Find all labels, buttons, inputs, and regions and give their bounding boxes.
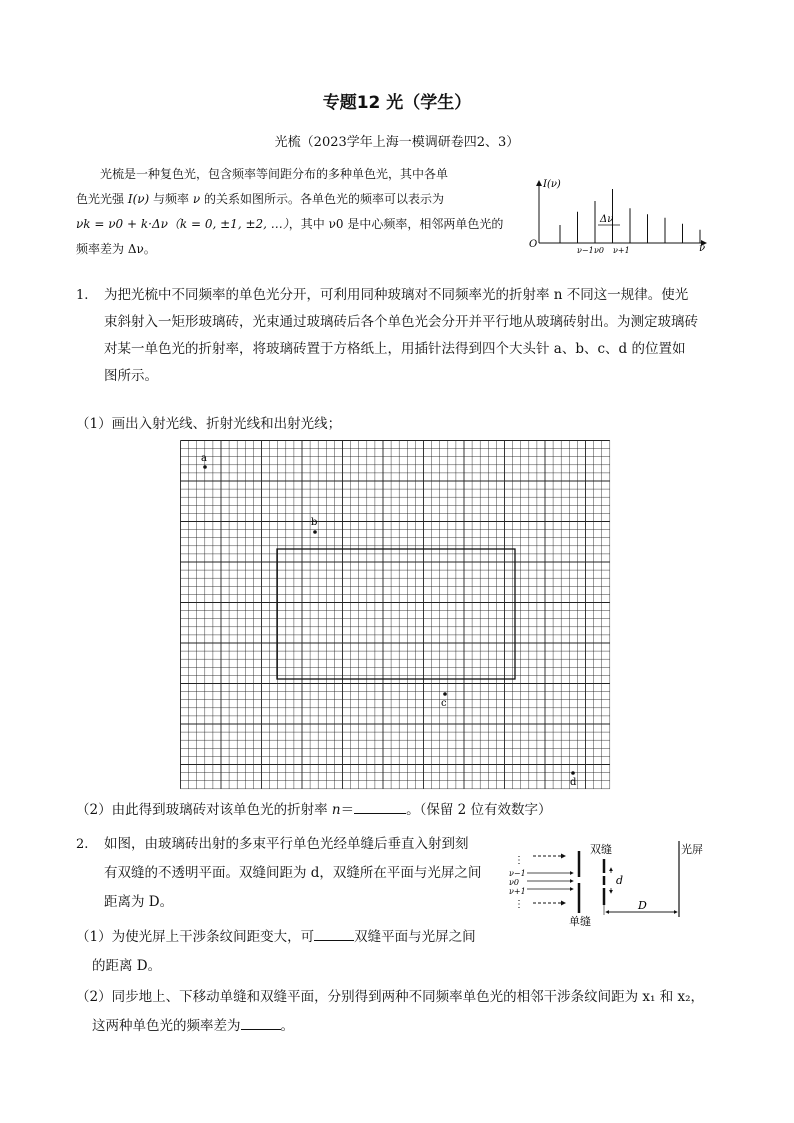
pin-a-label: a: [201, 453, 207, 464]
dots-top: ⋮: [514, 855, 524, 866]
q1-line-1: 为把光梳中不同频率的单色光分开，可利用同种玻璃对不同频率光的折射率 n 不同这一规律。使光: [104, 287, 689, 303]
intro-paragraph: [76, 162, 516, 262]
double-slit-label: 双缝: [590, 843, 612, 856]
tick-label-zero: ν0: [594, 246, 604, 255]
page-title: 专题12 光（学生）: [322, 93, 472, 113]
beam-label-minus: ν−1: [509, 869, 526, 878]
pin-c: [443, 692, 447, 696]
intro-line-3: νk = ν0 + k·Δν（k = 0, ±1, ±2, …），其中 ν0 是中心频率，相邻两单色光的: [76, 217, 504, 231]
refractive-index-blank[interactable]: [354, 799, 406, 814]
q2-sub1: （1）为使光屏上干涉条纹间距变大，可 双缝平面与光屏之间 的距离 D。: [76, 923, 516, 981]
frequency-formula: νk = ν0 + k·Δν（k = 0, ±1, ±2, …）: [76, 217, 289, 231]
pin-a: [203, 465, 207, 469]
pin-b-label: b: [311, 517, 318, 528]
glass-brick-outline: [277, 549, 515, 679]
screen-label: 光屏: [681, 843, 703, 856]
pin-d: [571, 771, 575, 775]
pin-d-label: d: [570, 777, 577, 788]
y-axis-label: I(ν): [543, 179, 561, 190]
intro-line-1: 光梳是一种复色光，包含频率等间距分布的多种单色光，其中各单: [100, 167, 449, 181]
adjust-distance-blank[interactable]: [314, 926, 354, 941]
single-slit-label: 单缝: [569, 915, 591, 928]
q2-number: 2.: [76, 837, 89, 852]
pin-c-label: c: [441, 698, 447, 709]
double-slit-diagram: [505, 835, 720, 935]
q2-line-3: 距离为 D。: [104, 894, 174, 910]
grid-paper-figure: [180, 440, 615, 790]
q1-line-3: 对某一单色光的折射率，将玻璃砖置于方格纸上，用插针法得到四个大头针 a、b、c、d 的位置如: [104, 341, 686, 357]
q1-sub2: （2）由此得到玻璃砖对该单色光的折射率 n＝ 。（保留 2 位有效数字）: [76, 797, 552, 824]
q1-number: 1.: [76, 288, 89, 303]
q1-line-4: 图所示。: [104, 368, 158, 384]
q2-sub2: （2）同步地上、下移动单缝和双缝平面，分别得到两种不同频率单色光的相邻干涉条纹间距为 x₁ 和 x₂， 这两种单色光的频率差为 。: [76, 989, 705, 1034]
q2-line-2: 有双缝的不透明平面。双缝间距为 d，双缝所在平面与光屏之间: [104, 865, 482, 881]
q2-line-1: 如图，由玻璃砖出射的多束平行单色光经单缝后垂直入射到刻: [104, 836, 469, 852]
slit-spacing-label: d: [616, 874, 624, 887]
spectrum-lines: [560, 189, 716, 243]
grid-lines: [181, 441, 610, 789]
tick-label-plus: ν+1: [613, 246, 630, 255]
q2-body: [104, 830, 504, 917]
comb-spectrum-figure: [526, 175, 716, 255]
q1-sub1: （1）画出入射光线、折射光线和出射光线；: [76, 416, 342, 432]
distance-label: D: [638, 899, 647, 912]
q1-line-2: 束斜射入一矩形玻璃砖，光束通过玻璃砖后各个单色光会分开并平行地从玻璃砖射出。为测定玻璃砖: [104, 314, 698, 330]
dots-bottom: ⋮: [514, 899, 524, 910]
frequency-difference-blank[interactable]: [241, 1015, 281, 1030]
beam-label-plus: ν+1: [509, 887, 526, 896]
intro-line-2: 色光光强 I(ν) 与频率 ν 的关系如图所示。各单色光的频率可以表示为: [76, 192, 444, 206]
origin-label: O: [529, 239, 538, 250]
tick-label-minus: ν−1: [577, 246, 594, 255]
x-axis-label: ν: [699, 243, 706, 254]
delta-label: Δν: [600, 214, 614, 225]
intro-line-4: 频率差为 Δν。: [76, 242, 156, 256]
q1-body: [104, 282, 734, 390]
page-subtitle: 光梳（2023学年上海一模调研卷四2、3）: [274, 135, 520, 150]
beam-label-zero: ν0: [509, 878, 519, 887]
pin-b: [313, 530, 317, 534]
